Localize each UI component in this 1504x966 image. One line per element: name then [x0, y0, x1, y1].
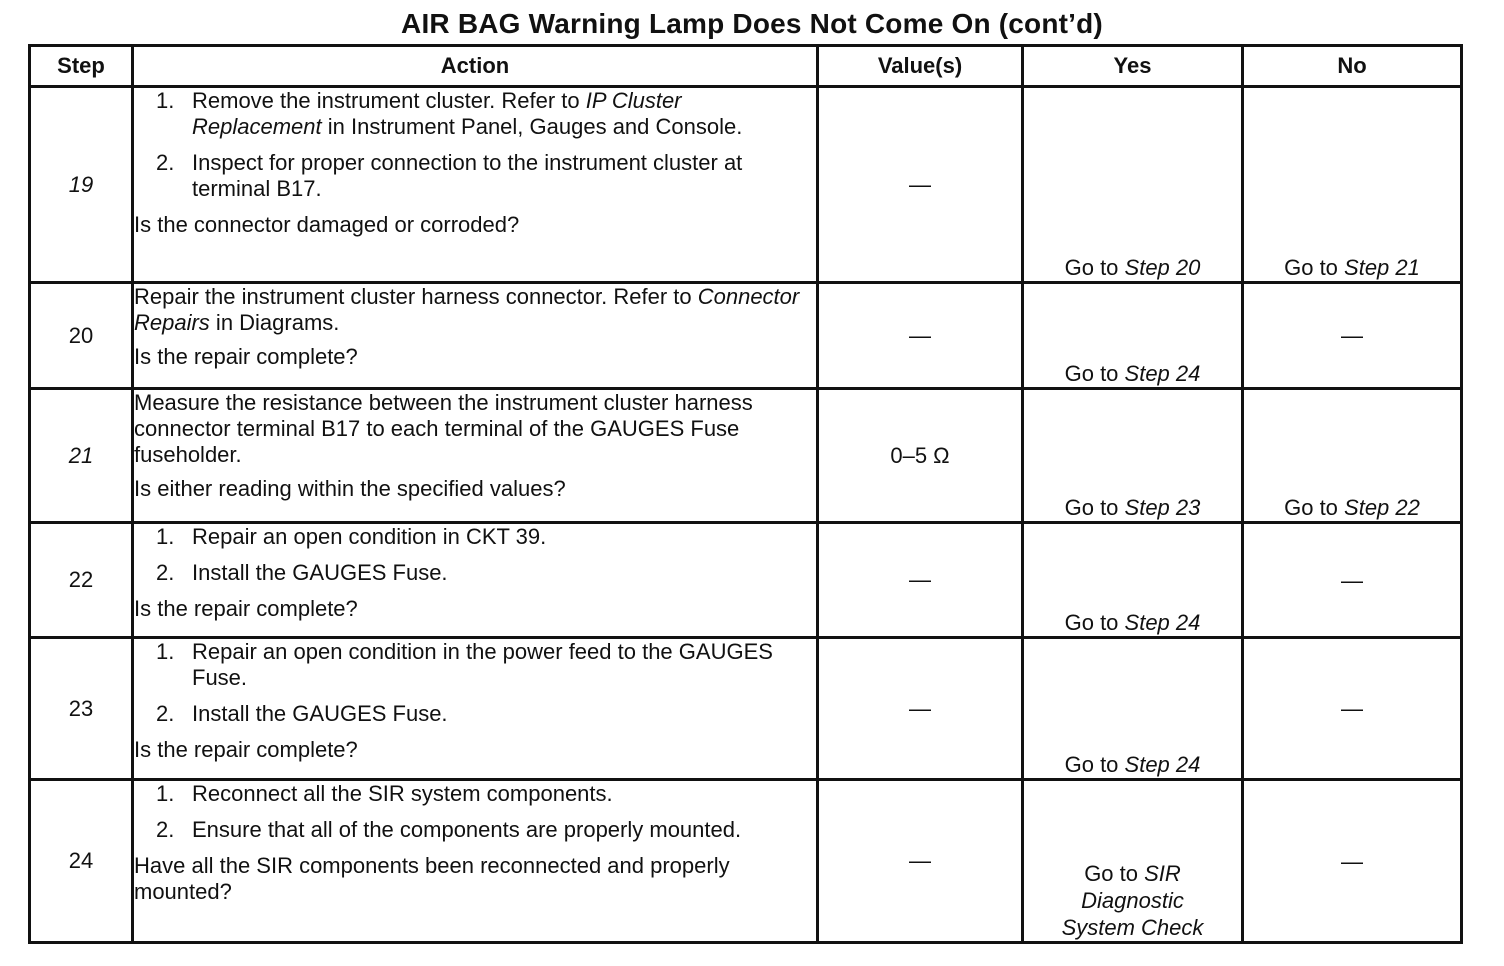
question: Is the repair complete? [134, 344, 358, 369]
question: Is the repair complete? [134, 596, 358, 621]
yes-cell: Go to Step 24 [1023, 523, 1243, 638]
no-cell: — [1243, 638, 1462, 780]
action-item: 2. Ensure that all of the components are properly mounted. [156, 817, 742, 842]
value-cell: — [818, 523, 1023, 638]
value-cell: 0–5 Ω [818, 389, 1023, 523]
step-reference: Step 24 [1124, 361, 1201, 386]
action-cell [133, 87, 818, 283]
step-reference: Step 24 [1124, 752, 1201, 777]
header-step: Step [30, 46, 133, 87]
step-number: 23 [30, 638, 133, 780]
item-number: 2. [156, 817, 175, 842]
action-cell [133, 638, 818, 780]
yes-cell: Go to Step 24 [1023, 283, 1243, 389]
step-reference: Step 21 [1344, 255, 1420, 280]
item-number: 1. [156, 781, 175, 806]
no-cell: — [1243, 283, 1462, 389]
action-item: 1. Reconnect all the SIR system components. [156, 781, 613, 806]
action-cell [133, 283, 818, 389]
diagnostic-table [28, 44, 1463, 944]
item-number: 2. [156, 701, 175, 726]
header-row [30, 46, 1462, 87]
value-cell: — [818, 283, 1023, 389]
reference-link: IP Cluster Replacement [192, 88, 682, 139]
action-item: 2. Install the GAUGES Fuse. [156, 701, 448, 726]
yes-cell: Go to Step 24 [1023, 638, 1243, 780]
value-cell: — [818, 638, 1023, 780]
item-number: 1. [156, 524, 175, 549]
action-cell [133, 523, 818, 638]
step-reference: Step 24 [1124, 610, 1201, 635]
table-row [30, 389, 1462, 523]
step-reference: Step 20 [1124, 255, 1201, 280]
header-values: Value(s) [818, 46, 1023, 87]
item-number: 1. [156, 88, 175, 113]
yes-cell: Go to Step 20 [1023, 87, 1243, 283]
table-row [30, 638, 1462, 780]
question: Have all the SIR components been reconnected and properly mounted? [134, 853, 730, 904]
action-item: 2. Inspect for proper connection to the instrument cluster at terminal B17. [156, 150, 743, 201]
no-cell: — [1243, 780, 1462, 943]
question: Is the repair complete? [134, 737, 358, 762]
step-number: 22 [30, 523, 133, 638]
item-number: 2. [156, 560, 175, 585]
step-number: 21 [30, 389, 133, 523]
question: Is either reading within the specified values? [134, 476, 566, 501]
no-cell: — [1243, 523, 1462, 638]
page-title: AIR BAG Warning Lamp Does Not Come On (cont’d) [401, 8, 1103, 39]
action-cell [133, 780, 818, 943]
reference-link: Connector Repairs [134, 284, 800, 335]
header-yes: Yes [1023, 46, 1243, 87]
action-paragraph: Repair the instrument cluster harness connector. Refer to Connector Repairs in Diagrams. [134, 284, 800, 335]
step-number: 24 [30, 780, 133, 943]
table-row [30, 87, 1462, 283]
step-reference: Step 22 [1344, 495, 1420, 520]
header-action: Action [133, 46, 818, 87]
table-row [30, 283, 1462, 389]
action-item: 2. Install the GAUGES Fuse. [156, 560, 448, 585]
item-number: 2. [156, 150, 175, 175]
item-number: 1. [156, 639, 175, 664]
action-item: 1. Repair an open condition in the power feed to the GAUGES Fuse. [156, 639, 773, 690]
step-reference: SIR Diagnostic System Check [1061, 861, 1204, 940]
step-number: 19 [30, 87, 133, 283]
table-row [30, 523, 1462, 638]
step-number: 20 [30, 283, 133, 389]
action-item: 1. Remove the instrument cluster. Refer to IP Cluster Replacement in Instrument Panel, Gauges and Console. [156, 88, 743, 139]
value-cell: — [818, 780, 1023, 943]
header-no: No [1243, 46, 1462, 87]
yes-cell: Go to Step 23 [1023, 389, 1243, 523]
action-paragraph: Measure the resistance between the instrument cluster harness connector terminal B17 to each terminal of the GAUGES Fuse fuseholder. [134, 390, 753, 467]
action-item: 1. Repair an open condition in CKT 39. [156, 524, 547, 549]
yes-cell: Go to SIR Diagnostic System Check [1023, 780, 1243, 943]
table-row [30, 780, 1462, 943]
no-cell: Go to Step 21 [1243, 87, 1462, 283]
no-cell: Go to Step 22 [1243, 389, 1462, 523]
question: Is the connector damaged or corroded? [134, 212, 520, 237]
action-cell [133, 389, 818, 523]
step-reference: Step 23 [1124, 495, 1201, 520]
value-cell: — [818, 87, 1023, 283]
